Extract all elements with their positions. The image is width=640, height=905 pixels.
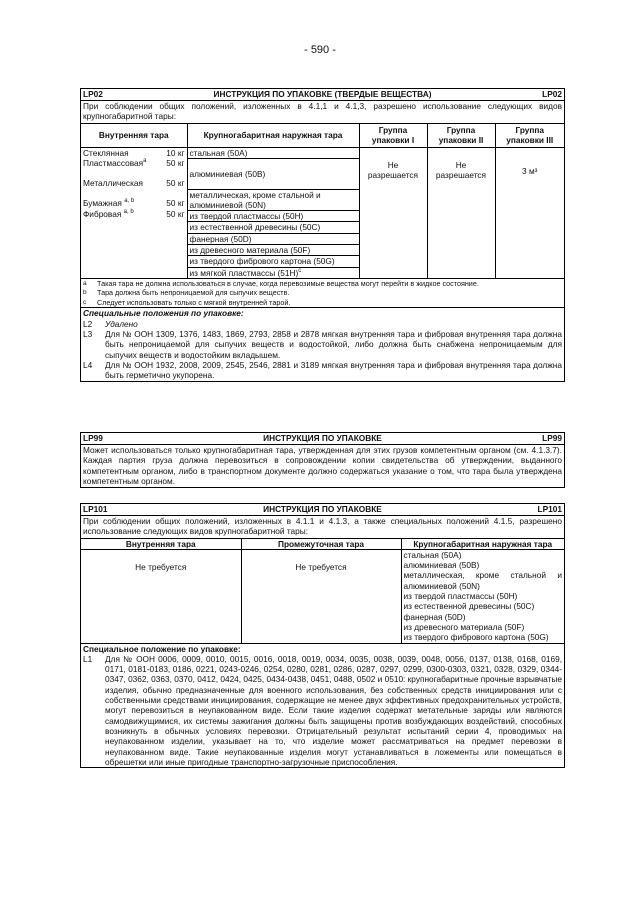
outer-item: металлическая, кроме стальной и алюминиевой (50N) xyxy=(188,190,359,212)
lp101-th-intermediate: Промежуточная тара xyxy=(241,538,401,549)
lp02-g3: 3 м³ xyxy=(495,147,564,278)
special-provision: L2 Удалено xyxy=(83,318,138,329)
lp02-g2: Не разрешается xyxy=(427,147,495,278)
inner-item: Пластмассовая$^a$ 50 кг xyxy=(83,157,185,168)
lp101-inner: Не требуется xyxy=(81,549,241,642)
special-provision: L4 Для № ООН 1932, 2008, 2009, 2545, 2546, 2881 и 3189 мягкая внутренняя тара и фибровая внутренняя тара должна быть герметично укупорена. xyxy=(83,359,562,381)
lp02-footnotes xyxy=(81,278,564,308)
lp02-special-title: Специальные положения по упаковке: xyxy=(83,308,244,319)
lp101-code-right: LP101 xyxy=(537,504,562,514)
lp101-block xyxy=(80,503,565,768)
lp02-th-g2: Группа упаковки II xyxy=(427,123,495,147)
lp101-header xyxy=(81,504,564,516)
lp02-th-g1: Группа упаковки I xyxy=(359,123,427,147)
lp99-code-right: LP99 xyxy=(542,433,562,443)
special-provision: L1 Для № ООН 0006, 0009, 0010, 0015, 0016, 0018, 0019, 0034, 0035, 0038, 0039, 0048, 0056, 0137, 0138, 0168, 0169, 0171, 0181-0183, 0186, 0221, 0243-0246, 0254, 0280, 0281, 0286, 0287, 0297, 0299, 0300-0303, 0321, 0328, 0329, 0344-0347, 0362, 0363, 0370, 0412, 0424, 0425, 0434-0438, 0451, 0488, 0502 и 0510: крупногабаритные прочные взрывчатые изделия, обычно предназначенные для военного использования, без собственных средств инициирования или с собственными средствами инициирования, содержащие не менее двух эффективных предохранительных устройств, могут перевозиться в неупакованном виде. Если такие изделия содержат метательные заряды или являются самодвижущимися, их системы зажигания должны быть защищены против возбуждающих воздействий, способных возникнуть в обычных условиях перевозки. Отрицательный результат испытаний серии 4, проводимых на неупакованном изделии, указывает на то, что изделие может рассматриваться на предмет перевозки в неупакованном виде. Такие неупакованные изделия могут устанавливаться в ложементы или помещаться в обрешетки или иные пригодные транспортно-загрузочные приспособления. xyxy=(83,653,562,767)
outer-item: из древесного материала (50F) xyxy=(188,245,359,256)
lp101-code-left: LP101 xyxy=(83,504,108,514)
lp02-intro: При соблюдении общих положений, изложенных в 4.1,1 и 4.1,3, разрешено использование следующих видов крупногабаритной тары: xyxy=(83,101,562,122)
lp02-table xyxy=(81,123,564,278)
outer-item: из твердого фибрового картона (50G) xyxy=(188,256,359,267)
outer-item: стальная (50A) xyxy=(188,148,359,159)
lp99-code-left: LP99 xyxy=(83,433,103,443)
outer-item: фанерная (50D) xyxy=(403,611,466,622)
lp02-block xyxy=(80,88,565,382)
lp02-outer-cell xyxy=(187,147,359,278)
lp101-title: ИНСТРУКЦИЯ ПО УПАКОВКЕ xyxy=(263,504,382,514)
inner-item: Фибровая $^{a, b}$ 50 кг xyxy=(83,208,185,219)
footnote: a Такая тара не должна использоваться в случае, когда перевозимые вещества могут перейти в жидкое состояние. xyxy=(83,278,479,288)
lp101-intermediate: Не требуется xyxy=(241,549,401,642)
inner-item: Бумажная $^{a, b}$ 50 кг xyxy=(83,198,185,209)
lp99-text: Может использоваться только крупногабаритная тара, утвержденная для этих грузов компетентным органом (см. 4.1.3.7). Каждая партия груза должна перевозиться в сопровождении копии свидетельства об утверждении, выданного компетентным органом, либо в транспортном документе должно содержаться указание о том, что тара была утверждена компетентным органом. xyxy=(83,445,562,486)
lp02-special xyxy=(81,307,564,380)
outer-item: металлическая, кроме стальной и алюминиевой (50N) xyxy=(403,570,562,591)
outer-item: из твердой пластмассы (50H) xyxy=(188,211,359,222)
lp99-header xyxy=(81,433,564,445)
outer-item: стальная (50A) xyxy=(403,549,462,560)
lp02-th-inner: Внутренняя тара xyxy=(81,123,187,147)
outer-item: фанерная (50D) xyxy=(188,234,359,245)
lp02-th-outer: Крупногабаритная наружная тара xyxy=(187,123,359,147)
outer-item: из естественной древесины (50C) xyxy=(403,601,535,612)
outer-item: из древесного материала (50F) xyxy=(403,621,525,632)
lp99-title: ИНСТРУКЦИЯ ПО УПАКОВКЕ xyxy=(263,433,382,443)
special-provision: L3 Для № ООН 1309, 1376, 1483, 1869, 2793, 2858 и 2878 мягкая внутренняя тара и фибровая внутренняя тара должна быть непроницаемой для сыпучих веществ и водостойкой, либо должна быть снабжена непроницаемым для сыпучих веществ и водостойким вкладышем. xyxy=(83,329,562,360)
outer-item: из естественной древесины (50C) xyxy=(188,222,359,233)
lp02-g1: Не разрешается xyxy=(359,147,427,278)
lp101-intro: При соблюдении общих положений, изложенных в 4.1.1 и 4.1.3, а также специальных положений 4.1.5, разрешено использование следующих видов крупногабаритной тары: xyxy=(83,516,562,537)
lp101-table xyxy=(81,538,564,643)
page-number: - 590 - xyxy=(304,44,336,56)
lp101-special-title: Специальное положение по упаковке: xyxy=(83,643,241,654)
outer-item: из твердой пластмассы (50H) xyxy=(403,591,518,602)
lp101-th-outer: Крупногабаритная наружная тара xyxy=(401,538,564,549)
footnote: b Тара должна быть непроницаемой для сыпучих веществ. xyxy=(83,288,290,298)
outer-item: из твердого фибрового картона (50G) xyxy=(403,632,549,643)
lp02-th-g3: Группа упаковки III xyxy=(495,123,564,147)
lp02-inner-cell xyxy=(81,147,187,278)
lp02-code-left: LP02 xyxy=(83,89,103,99)
lp101-outer-cell xyxy=(401,549,564,642)
outer-item: алюминиевая (50B) xyxy=(403,560,480,571)
lp02-code-right: LP02 xyxy=(542,89,562,99)
lp02-title: ИНСТРУКЦИЯ ПО УПАКОВКЕ (ТВЕРДЫЕ ВЕЩЕСТВА) xyxy=(213,89,432,99)
inner-item: Металлическая 50 кг xyxy=(83,178,185,189)
inner-item: Стеклянная 10 кг xyxy=(83,147,185,158)
lp99-block xyxy=(80,432,565,488)
outer-item: алюминиевая (50B) xyxy=(188,159,359,190)
footnote: c Следует использовать только с мягкой внутренней тарой. xyxy=(83,297,291,307)
lp101-th-inner: Внутренняя тара xyxy=(81,538,241,549)
lp02-header xyxy=(81,89,564,101)
outer-item: из мягкой пластмассы $(51H)^c$ xyxy=(189,267,302,278)
lp101-special xyxy=(81,643,564,768)
